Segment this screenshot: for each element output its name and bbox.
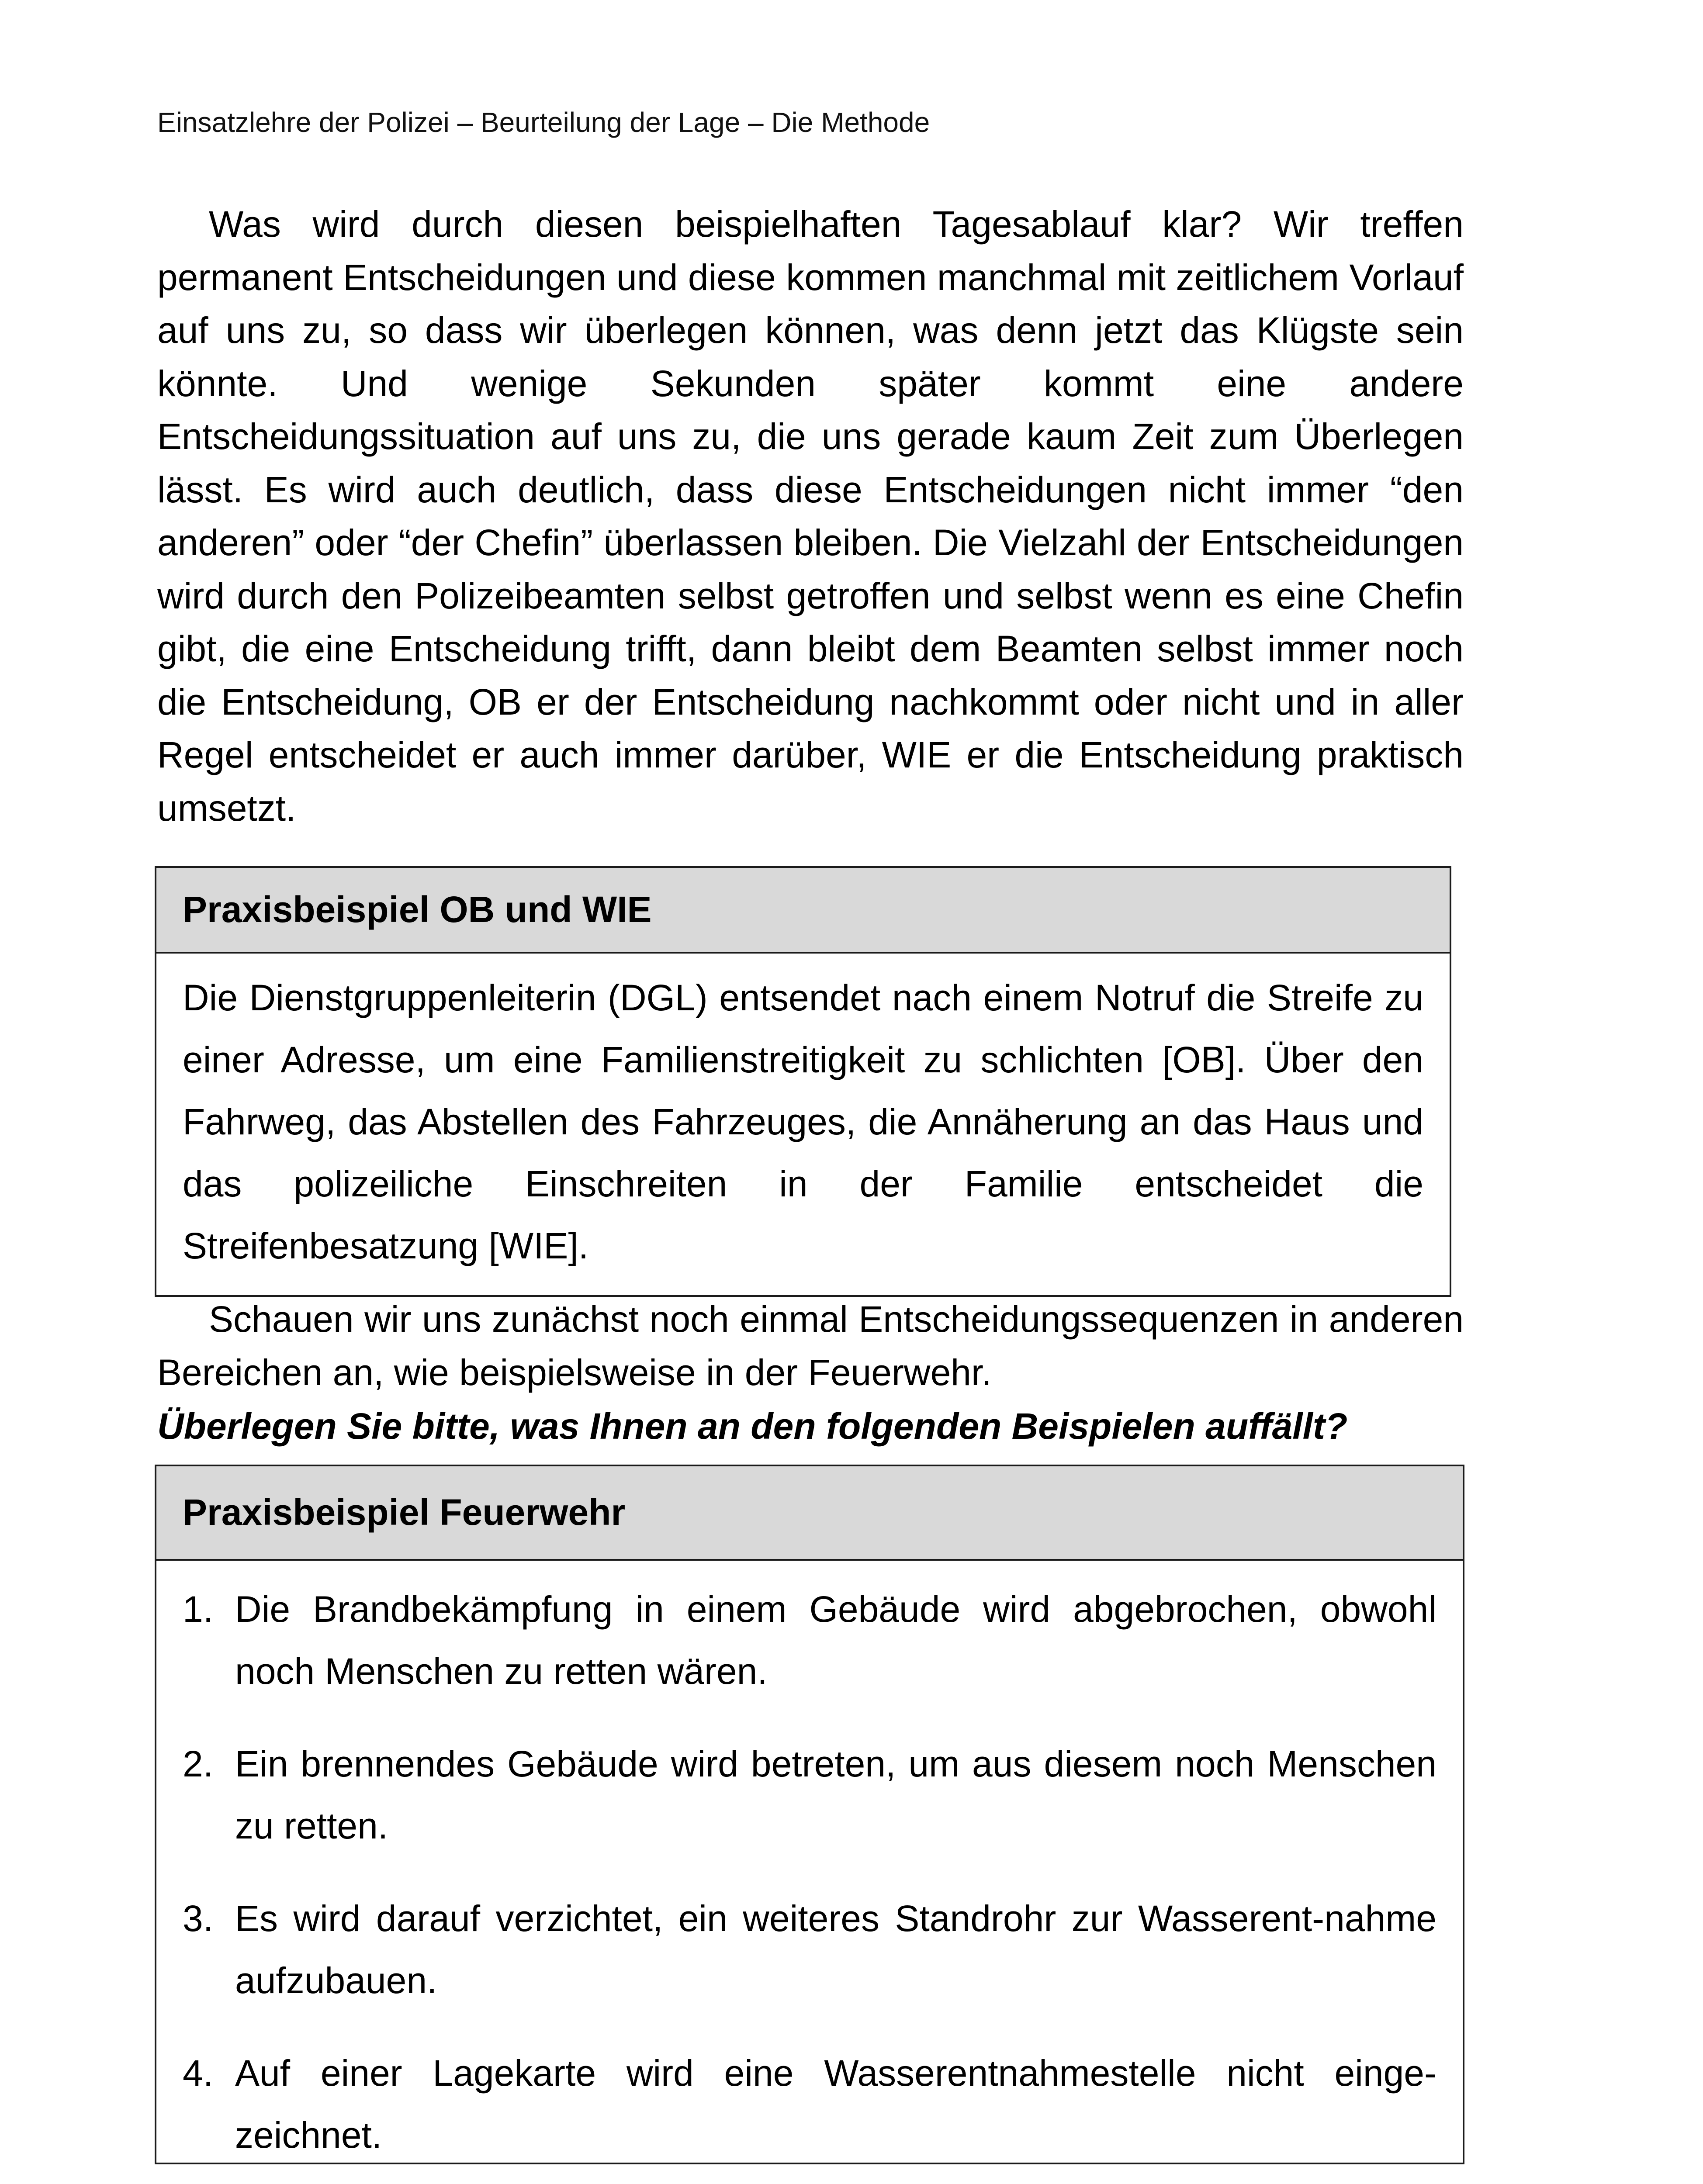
box-practice-example-feuerwehr xyxy=(155,1465,1464,2164)
list-text: Es wird darauf verzichtet, ein weiteres Standrohr zur Wasserent-nahme aufzubauen. xyxy=(235,1898,1436,2001)
list-item xyxy=(183,2042,1436,2166)
list-item xyxy=(183,1887,1436,2011)
running-header: Einsatzlehre der Polizei – Beurteilung der Lage – Die Methode xyxy=(157,107,930,138)
list-number: 1. xyxy=(183,1589,214,1630)
box-title: Praxisbeispiel OB und WIE xyxy=(156,868,1450,954)
box-title: Praxisbeispiel Feuerwehr xyxy=(156,1466,1463,1561)
box-text: Die Dienstgruppenleiterin (DGL) entsendet nach einem Notruf die Streife zu einer Adresse, um eine Familienstreitigkeit zu schlichten [OB]. Über den Fahrweg, das Abstellen des Fahrzeuges, die Annäherung an das Haus und das polizeiliche Einschreiten in der Familie entscheidet die Streifenbesatzung [WIE]. xyxy=(183,977,1423,1266)
list-number: 4. xyxy=(183,2053,214,2094)
list-text: Ein brennendes Gebäude wird betreten, um aus diesem noch Menschen zu retten. xyxy=(235,1743,1436,1846)
list-text: Die Brandbekämpfung in einem Gebäude wird abgebrochen, obwohl noch Menschen zu retten wären. xyxy=(235,1589,1436,1692)
list-item xyxy=(183,1578,1436,1702)
list-number: 2. xyxy=(183,1743,214,1784)
question-prompt: Überlegen Sie bitte, was Ihnen an den folgenden Beispielen auffällt? xyxy=(157,1406,1348,1447)
followup-paragraph: Schauen wir uns zunächst noch einmal Entscheidungssequenzen in anderen Bereichen an, wie beispielsweise in der Feuerwehr. xyxy=(157,1299,1464,1393)
list-number: 3. xyxy=(183,1898,214,1939)
list-text: Auf einer Lagekarte wird eine Wasserentnahmestelle nicht einge-zeichnet. xyxy=(235,2053,1436,2156)
box-practice-example-ob-wie xyxy=(155,866,1451,1297)
list-item xyxy=(183,1733,1436,1857)
intro-paragraph: Was wird durch diesen beispielhaften Tagesablauf klar? Wir treffen permanent Entscheidungen und diese kommen manchmal mit zeitlichem Vorlauf auf uns zu, so dass wir überlegen können, was denn jetzt das Klügste sein könnte. Und wenige Sekunden später kommt eine andere Entscheidungssituation auf uns zu, die uns gerade kaum Zeit zum Überlegen lässt. Es wird auch deutlich, dass diese Entscheidungen nicht immer “den anderen” oder “der Chefin” überlassen bleiben. Die Vielzahl der Entscheidungen wird durch den Polizeibeamten selbst getroffen und selbst wenn es eine Chefin gibt, die eine Entscheidung trifft, dann bleibt dem Beamten selbst immer noch die Entscheidung, OB er der Entscheidung nachkommt oder nicht und in aller Regel entscheidet er auch immer darüber, WIE er die Entscheidung praktisch umsetzt. xyxy=(157,204,1464,829)
numbered-list xyxy=(156,1561,1463,2166)
